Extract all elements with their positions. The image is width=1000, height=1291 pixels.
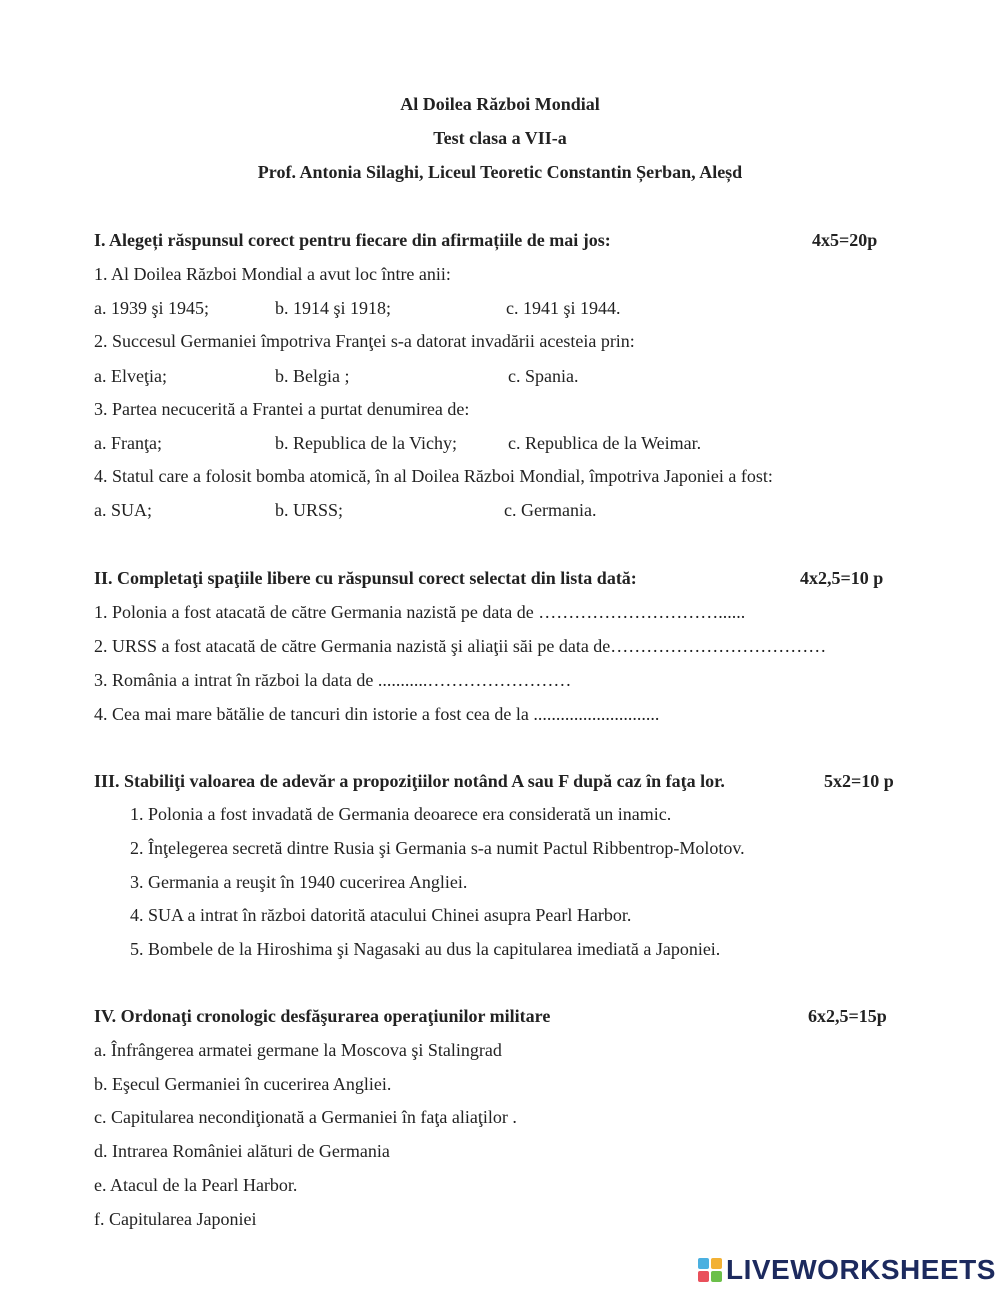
q4-option-b: b. URSS; (275, 500, 344, 520)
test-subtitle: Test clasa a VII-a (433, 128, 567, 148)
fill-item: 2. URSS a fost atacată de către Germania nazistă şi aliaţii săi pe data de……………………………… (94, 636, 827, 656)
chronology-item: d. Intrarea României alături de Germania (94, 1141, 390, 1161)
q3-option-b: b. Republica de la Vichy; (275, 433, 458, 453)
question-4: 4. Statul care a folosit bomba atomică, în al Doilea Război Mondial, împotriva Japoniei a fost: (94, 466, 773, 486)
true-false-item: 3. Germania a reuşit în 1940 cucerirea Angliei. (130, 872, 468, 892)
chronology-item: f. Capitularea Japoniei (94, 1209, 257, 1229)
fill-item: 3. România a intrat în război la data de ...........…………………… (94, 670, 572, 690)
q2-option-c: c. Spania. (508, 366, 579, 386)
q3-option-c: c. Republica de la Weimar. (508, 433, 702, 453)
logo-text: LIVEWORKSHEETS (726, 1254, 996, 1285)
logo-tile (711, 1271, 722, 1282)
section-3-points: 5x2=10 p (824, 771, 894, 791)
q4-option-a: a. SUA; (94, 500, 152, 520)
true-false-item: 4. SUA a intrat în război datorită atacului Chinei asupra Pearl Harbor. (130, 905, 632, 925)
q2-option-b: b. Belgia ; (275, 366, 350, 386)
q3-option-a: a. Franţa; (94, 433, 162, 453)
q1-option-c: c. 1941 şi 1944. (506, 298, 621, 318)
question-1: 1. Al Doilea Război Mondial a avut loc între anii: (94, 264, 451, 284)
q2-option-a: a. Elveţia; (94, 366, 167, 386)
page-title: Al Doilea Război Mondial (400, 94, 600, 114)
q4-option-c: c. Germania. (504, 500, 597, 520)
section-2-title: II. Completaţi spaţiile libere cu răspunsul corect selectat din lista dată: (94, 568, 637, 588)
section-4-points: 6x2,5=15p (808, 1006, 887, 1026)
section-2-points: 4x2,5=10 p (800, 568, 884, 588)
question-2: 2. Succesul Germaniei împotriva Franţei s-a datorat invadării acesteia prin: (94, 331, 635, 351)
section-1-title: I. Alegeți răspunsul corect pentru fiecare din afirmațiile de mai jos: (94, 230, 611, 250)
true-false-item: 2. Înţelegerea secretă dintre Rusia şi Germania s-a numit Pactul Ribbentrop-Molotov. (130, 838, 745, 858)
fill-item: 1. Polonia a fost atacată de către Germania nazistă pe data de …………………………...... (94, 602, 746, 622)
chronology-item: a. Înfrângerea armatei germane la Moscova şi Stalingrad (94, 1040, 502, 1060)
author-line: Prof. Antonia Silaghi, Liceul Teoretic Constantin Șerban, Aleșd (257, 162, 743, 182)
true-false-item: 1. Polonia a fost invadată de Germania deoarece era considerată un inamic. (130, 804, 672, 824)
question-3: 3. Partea necucerită a Frantei a purtat denumirea de: (94, 399, 470, 419)
fill-item: 4. Cea mai mare bătălie de tancuri din istorie a fost cea de la ............................ (94, 704, 660, 724)
chronology-item: e. Atacul de la Pearl Harbor. (94, 1175, 298, 1195)
q1-option-a: a. 1939 şi 1945; (94, 298, 209, 318)
logo-tile (711, 1258, 722, 1269)
chronology-item: b. Eşecul Germaniei în cucerirea Angliei. (94, 1074, 392, 1094)
true-false-item: 5. Bombele de la Hiroshima şi Nagasaki au dus la capitularea imediată a Japoniei. (130, 939, 721, 959)
chronology-item: c. Capitularea necondiţionată a Germaniei în faţa aliaţilor . (94, 1107, 517, 1127)
logo-tiles-icon (698, 1258, 722, 1282)
logo-tile (698, 1258, 709, 1269)
section-4-title: IV. Ordonaţi cronologic desfăşurarea operaţiunilor militare (94, 1006, 551, 1026)
logo-tile (698, 1271, 709, 1282)
liveworksheets-logo (698, 1253, 996, 1287)
section-1-points: 4x5=20p (812, 230, 878, 250)
q1-option-b: b. 1914 şi 1918; (275, 298, 392, 318)
section-3-title: III. Stabiliţi valoarea de adevăr a propoziţiilor notând A sau F după caz în faţa lor. (94, 771, 725, 791)
